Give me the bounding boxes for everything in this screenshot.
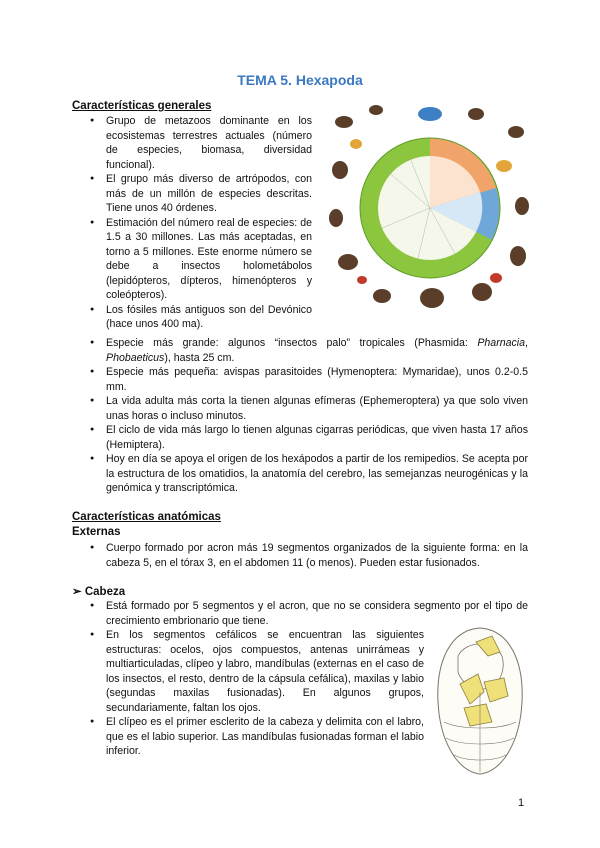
- list-item: ● Los fósiles más antiguos son del Devónico (hace unos 400 ma).: [88, 303, 312, 332]
- list-item: ● En los segmentos cefálicos se encuentran las siguientes estructuras: ocelos, ojos compuestos, antenas unirrámeas y multiarticuladas, clípeo y labro, mandíbulas (externas en el caso de los insectos, el resto, dentro de la cápsula cefálica), maxilas y labio (segundas maxilas fusionadas). En algunos grupos, secundariamente, faltan los ojos.: [88, 628, 424, 715]
- list-item: ● Estimación del número real de especies: de 1.5 a 30 millones. Las más aceptadas, en torno a 5 millones. Este enorme número se debe a insectos holometábolos (lepidópteros, dípteros, himenópteros y coleópteros).: [88, 216, 312, 303]
- list-item: ● Especie más pequeña: avispas parasitoides (Hymenoptera: Mymaridae), unos 0.2-0.5 mm.: [88, 365, 528, 394]
- section-heading-anatomicas: Características anatómicas: [72, 511, 221, 523]
- list-item: ● Especie más grande: algunos “insectos palo” tropicales (Phasmida: Pharnacia, Phobaeticus), hasta 25 cm.: [88, 336, 528, 365]
- list-item: ● El clípeo es el primer esclerito de la cabeza y delimita con el labro, que es el labio superior. Las mandíbulas fusionadas forman el labio inferior.: [88, 715, 424, 759]
- insect-diversity-figure: [326, 100, 532, 310]
- externas-list: [88, 541, 528, 570]
- page-number: 1: [518, 797, 525, 809]
- subheading-cabeza: [72, 584, 125, 598]
- cabeza-label: Cabeza: [84, 586, 126, 598]
- list-item: ● El grupo más diverso de artrópodos, con más de un millón de especies descritas. Tiene unos 40 órdenes.: [88, 172, 312, 216]
- list-item: ● Cuerpo formado por acron más 19 segmentos organizados de la siguiente forma: en la cabeza 5, en el tórax 3, en el abdomen 11 (o menos). Pueden estar fusionados.: [88, 541, 528, 570]
- arrow-icon: ➢: [72, 586, 82, 598]
- list-item: ● Hoy en día se apoya el origen de los hexápodos a partir de los remipedios. Se acepta por la estructura de los omatidios, la anatomía del cerebro, las semejanzas neurogénicas y la genómica y transcriptómica.: [88, 452, 528, 496]
- page-title: TEMA 5. Hexapoda: [237, 72, 363, 88]
- generales-list-a: [88, 114, 312, 332]
- list-item: ● La vida adulta más corta la tienen algunas efímeras (Ephemeroptera) ya que solo viven unas horas o incluso minutos.: [88, 394, 528, 423]
- list-item: ● El ciclo de vida más largo lo tienen algunas cigarras periódicas, que viven hasta 17 años (Hemiptera).: [88, 423, 528, 452]
- insect-head-figure: [430, 622, 530, 778]
- generales-list-b: [88, 336, 528, 496]
- list-item: ● Grupo de metazoos dominante en los ecosistemas terrestres actuales (número de especies, biomasa, diversidad funcional).: [88, 114, 312, 172]
- list-item: ● Está formado por 5 segmentos y el acron, que no se considera segmento por el tipo de crecimiento embrionario que tiene.: [88, 599, 528, 628]
- section-heading-generales: Características generales: [72, 100, 212, 112]
- subheading-externas: Externas: [72, 526, 121, 538]
- cabeza-list-b: [88, 628, 424, 759]
